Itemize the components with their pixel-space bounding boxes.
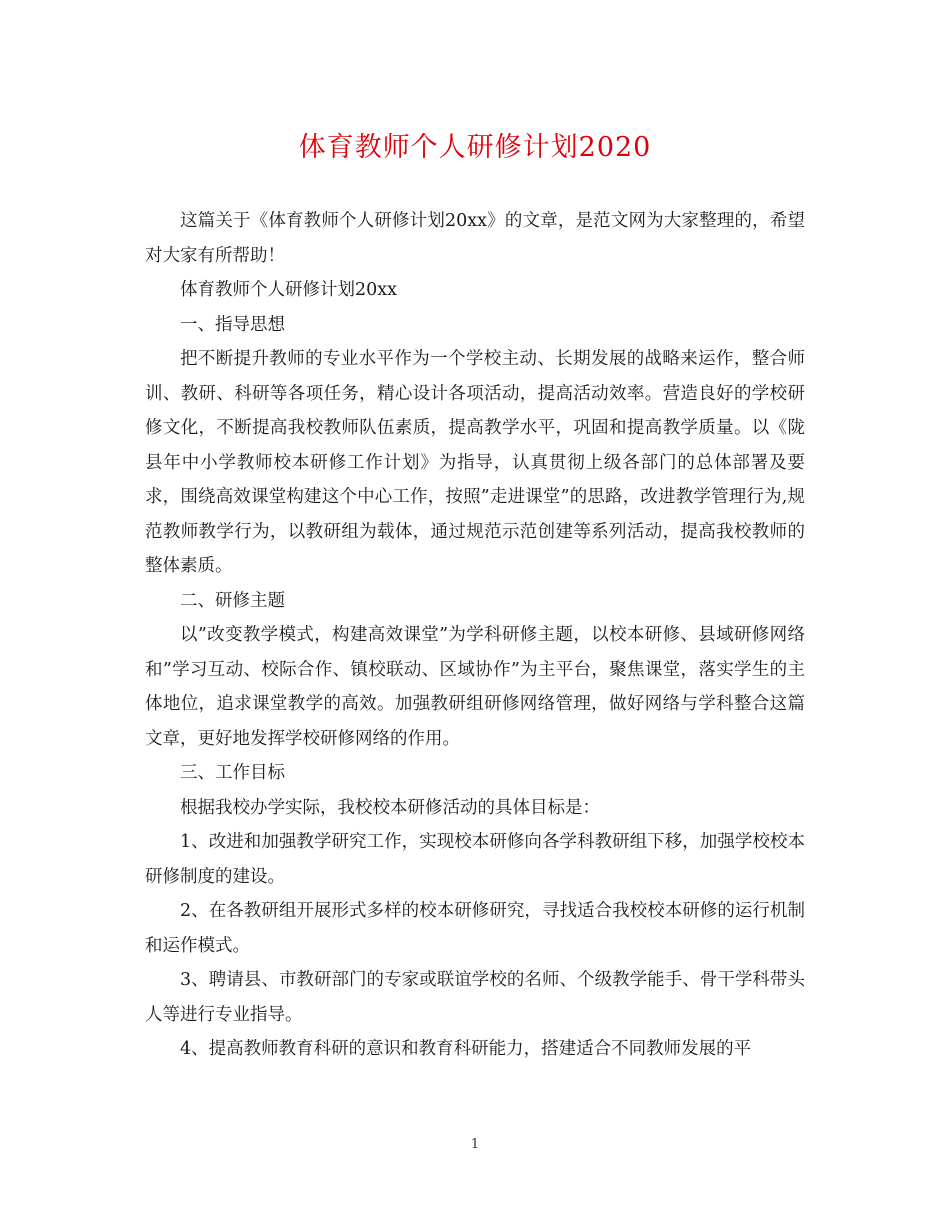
paragraph-subtitle: 体育教师个人研修计划20xx	[180, 280, 398, 300]
list-item-goal-2: 2、在各教研组开展形式多样的校本研修研究，寻找适合我校校本研修的运行机制和运作模式。	[145, 901, 805, 956]
section-heading-2: 二、研修主题	[180, 590, 285, 611]
paragraph-goals-intro: 根据我校办学实际，我校校本研修活动的具体目标是：	[180, 797, 600, 818]
paragraph-research-theme: 以”改变教学模式，构建高效课堂”为学科研修主题，以校本研修、县域研修网络和”学习互动、校际合作、镇校联动、区域协作”为主平台，聚焦课堂，落实学生的主体地位，追求课堂教学的高效。加强教研组研修网络管理，做好网络与学科整合这篇文章，更好地发挥学校研修网络的作用。	[145, 625, 805, 749]
list-item-goal-1: 1、改进和加强教学研究工作，实现校本研修向各学科教研组下移，加强学校校本研修制度的建设。	[145, 832, 805, 887]
paragraph-guiding-ideology: 把不断提升教师的专业水平作为一个学校主动、长期发展的战略来运作，整合师训、教研、科研等各项任务，精心设计各项活动，提高活动效率。营造良好的学校研修文化，不断提高我校教师队伍素质，提高教学水平，巩固和提高教学质量。以《陇县年中小学教师校本研修工作计划》为指导，认真贯彻上级各部门的总体部署及要求，围绕高效课堂构建这个中心工作，按照”走进课堂”的思路，改进教学管理行为,规范教师教学行为，以教研组为载体，通过规范示范创建等系列活动，提高我校教师的整体素质。	[145, 349, 805, 576]
section-heading-3: 三、工作目标	[180, 763, 285, 783]
list-item-goal-4: 4、提高教师教育科研的意识和教育科研能力，搭建适合不同教师发展的平	[180, 1039, 752, 1059]
section-heading-1: 一、指导思想	[180, 314, 285, 335]
paragraph-intro: 这篇关于《体育教师个人研修计划20xx》的文章，是范文网为大家整理的，希望对大家有所帮助！	[145, 211, 805, 266]
document-title: 体育教师个人研修计划2020	[298, 132, 652, 163]
page-number: 1	[470, 1137, 480, 1152]
list-item-goal-3: 3、聘请县、市教研部门的专家或联谊学校的名师、个级教学能手、骨干学科带头人等进行专业指导。	[145, 970, 805, 1025]
document-body	[145, 204, 805, 1067]
